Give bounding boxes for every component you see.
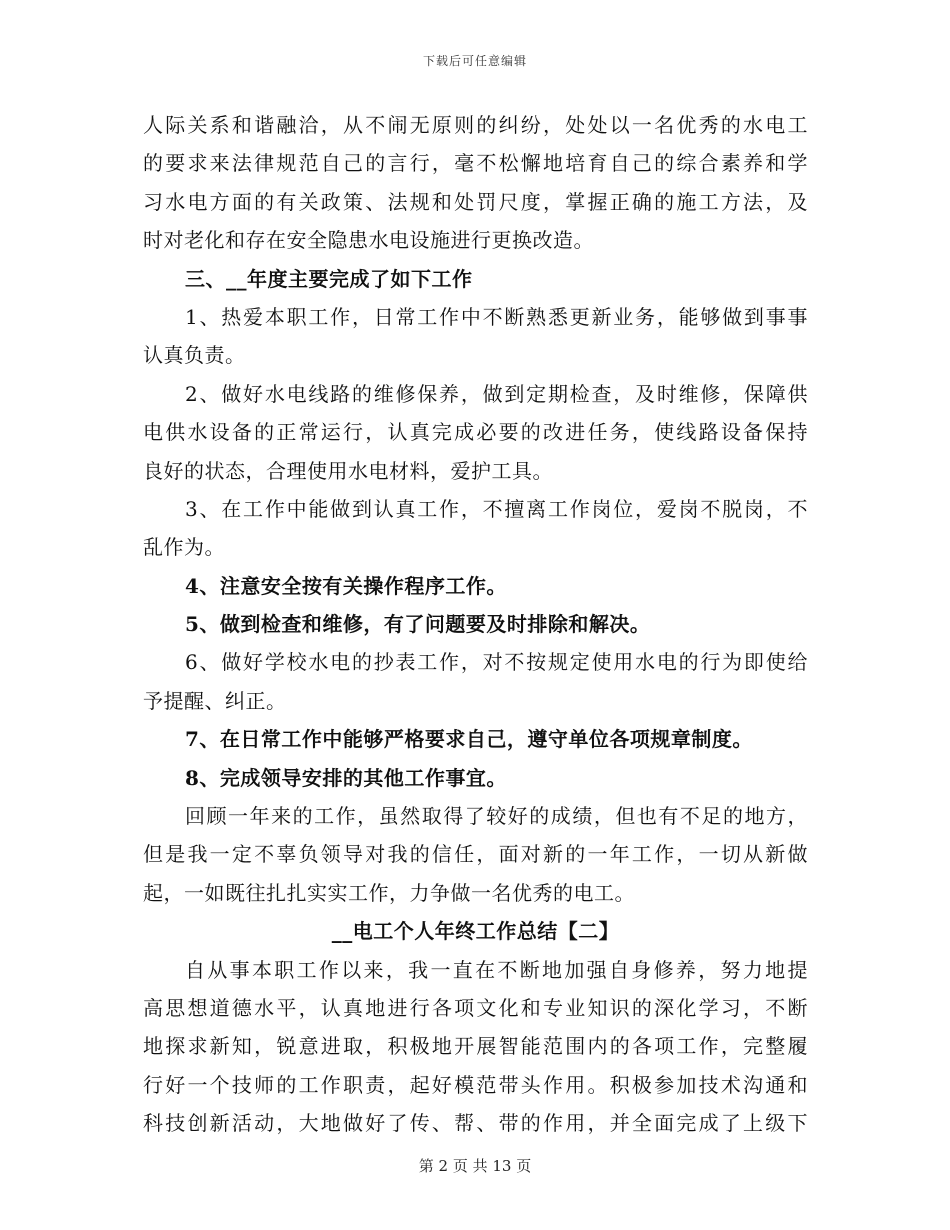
body-text-line: 2、做好水电线路的维修保养，做到定期检查，及时维修，保障供	[185, 381, 808, 406]
body-text-line: 7、在日常工作中能够严格要求自己，遵守单位各项规章制度。	[185, 727, 753, 752]
body-text-line: 5、做到检查和维修，有了问题要及时排除和解决。	[185, 612, 651, 637]
body-text-line: 习水电方面的有关政策、法规和处罚尺度，掌握正确的施工方法，及	[143, 189, 808, 214]
body-text-line: 乱作为。	[143, 535, 225, 560]
body-text-line: 三、__年度主要完成了如下工作	[185, 266, 473, 291]
body-text-line: 4、注意安全按有关操作程序工作。	[185, 573, 507, 598]
body-text-line: 地探求新知，锐意进取，积极地开展智能范围内的各项工作，完整履	[143, 1034, 808, 1059]
body-text-line: 起，一如既往扎扎实实工作，力争做一名优秀的电工。	[143, 880, 635, 905]
body-text-line: 认真负责。	[143, 343, 246, 368]
body-text-line: 人际关系和谐融洽，从不闹无原则的纠纷，处处以一名优秀的水电工	[143, 113, 808, 137]
document-body	[143, 106, 808, 1143]
body-text-line: 1、热爱本职工作，日常工作中不断熟悉更新业务，能够做到事事	[185, 304, 808, 329]
page-number-footer: 第 2 页 共 13 页	[418, 1157, 532, 1175]
body-text-line: 3、在工作中能做到认真工作，不擅离工作岗位，爱岗不脱岗，不	[185, 496, 808, 521]
section-title: __电工个人年终工作总结【二】	[331, 919, 620, 944]
body-text-line: 良好的状态，合理使用水电材料，爱护工具。	[143, 458, 553, 483]
page-header-note: 下载后可任意编辑	[422, 54, 527, 68]
body-text-line: 6、做好学校水电的抄表工作，对不按规定使用水电的行为即使给	[185, 650, 808, 675]
body-text-line: 8、完成领导安排的其他工作事宜。	[185, 765, 507, 790]
body-text-line: 高思想道德水平，认真地进行各项文化和专业知识的深化学习，不断	[143, 995, 808, 1020]
body-text-line: 回顾一年来的工作，虽然取得了较好的成绩，但也有不足的地方，	[185, 804, 808, 829]
body-text-line: 电供水设备的正常运行，认真完成必要的改进任务，使线路设备保持	[143, 420, 808, 445]
body-text-line: 自从事本职工作以来，我一直在不断地加强自身修养，努力地提	[185, 957, 808, 982]
body-text-line: 予提醒、纠正。	[143, 688, 287, 713]
body-text-line: 科技创新活动，大地做好了传、帮、带的作用，并全面完成了上级下	[143, 1111, 808, 1136]
body-text-line: 行好一个技师的工作职责，起好模范带头作用。积极参加技术沟通和	[143, 1072, 808, 1097]
body-text-line: 的要求来法律规范自己的言行，毫不松懈地培育自己的综合素养和学	[143, 151, 808, 176]
body-text-line: 但是我一定不辜负领导对我的信任，面对新的一年工作，一切从新做	[143, 842, 808, 867]
body-text-line: 时对老化和存在安全隐患水电设施进行更换改造。	[143, 228, 594, 253]
